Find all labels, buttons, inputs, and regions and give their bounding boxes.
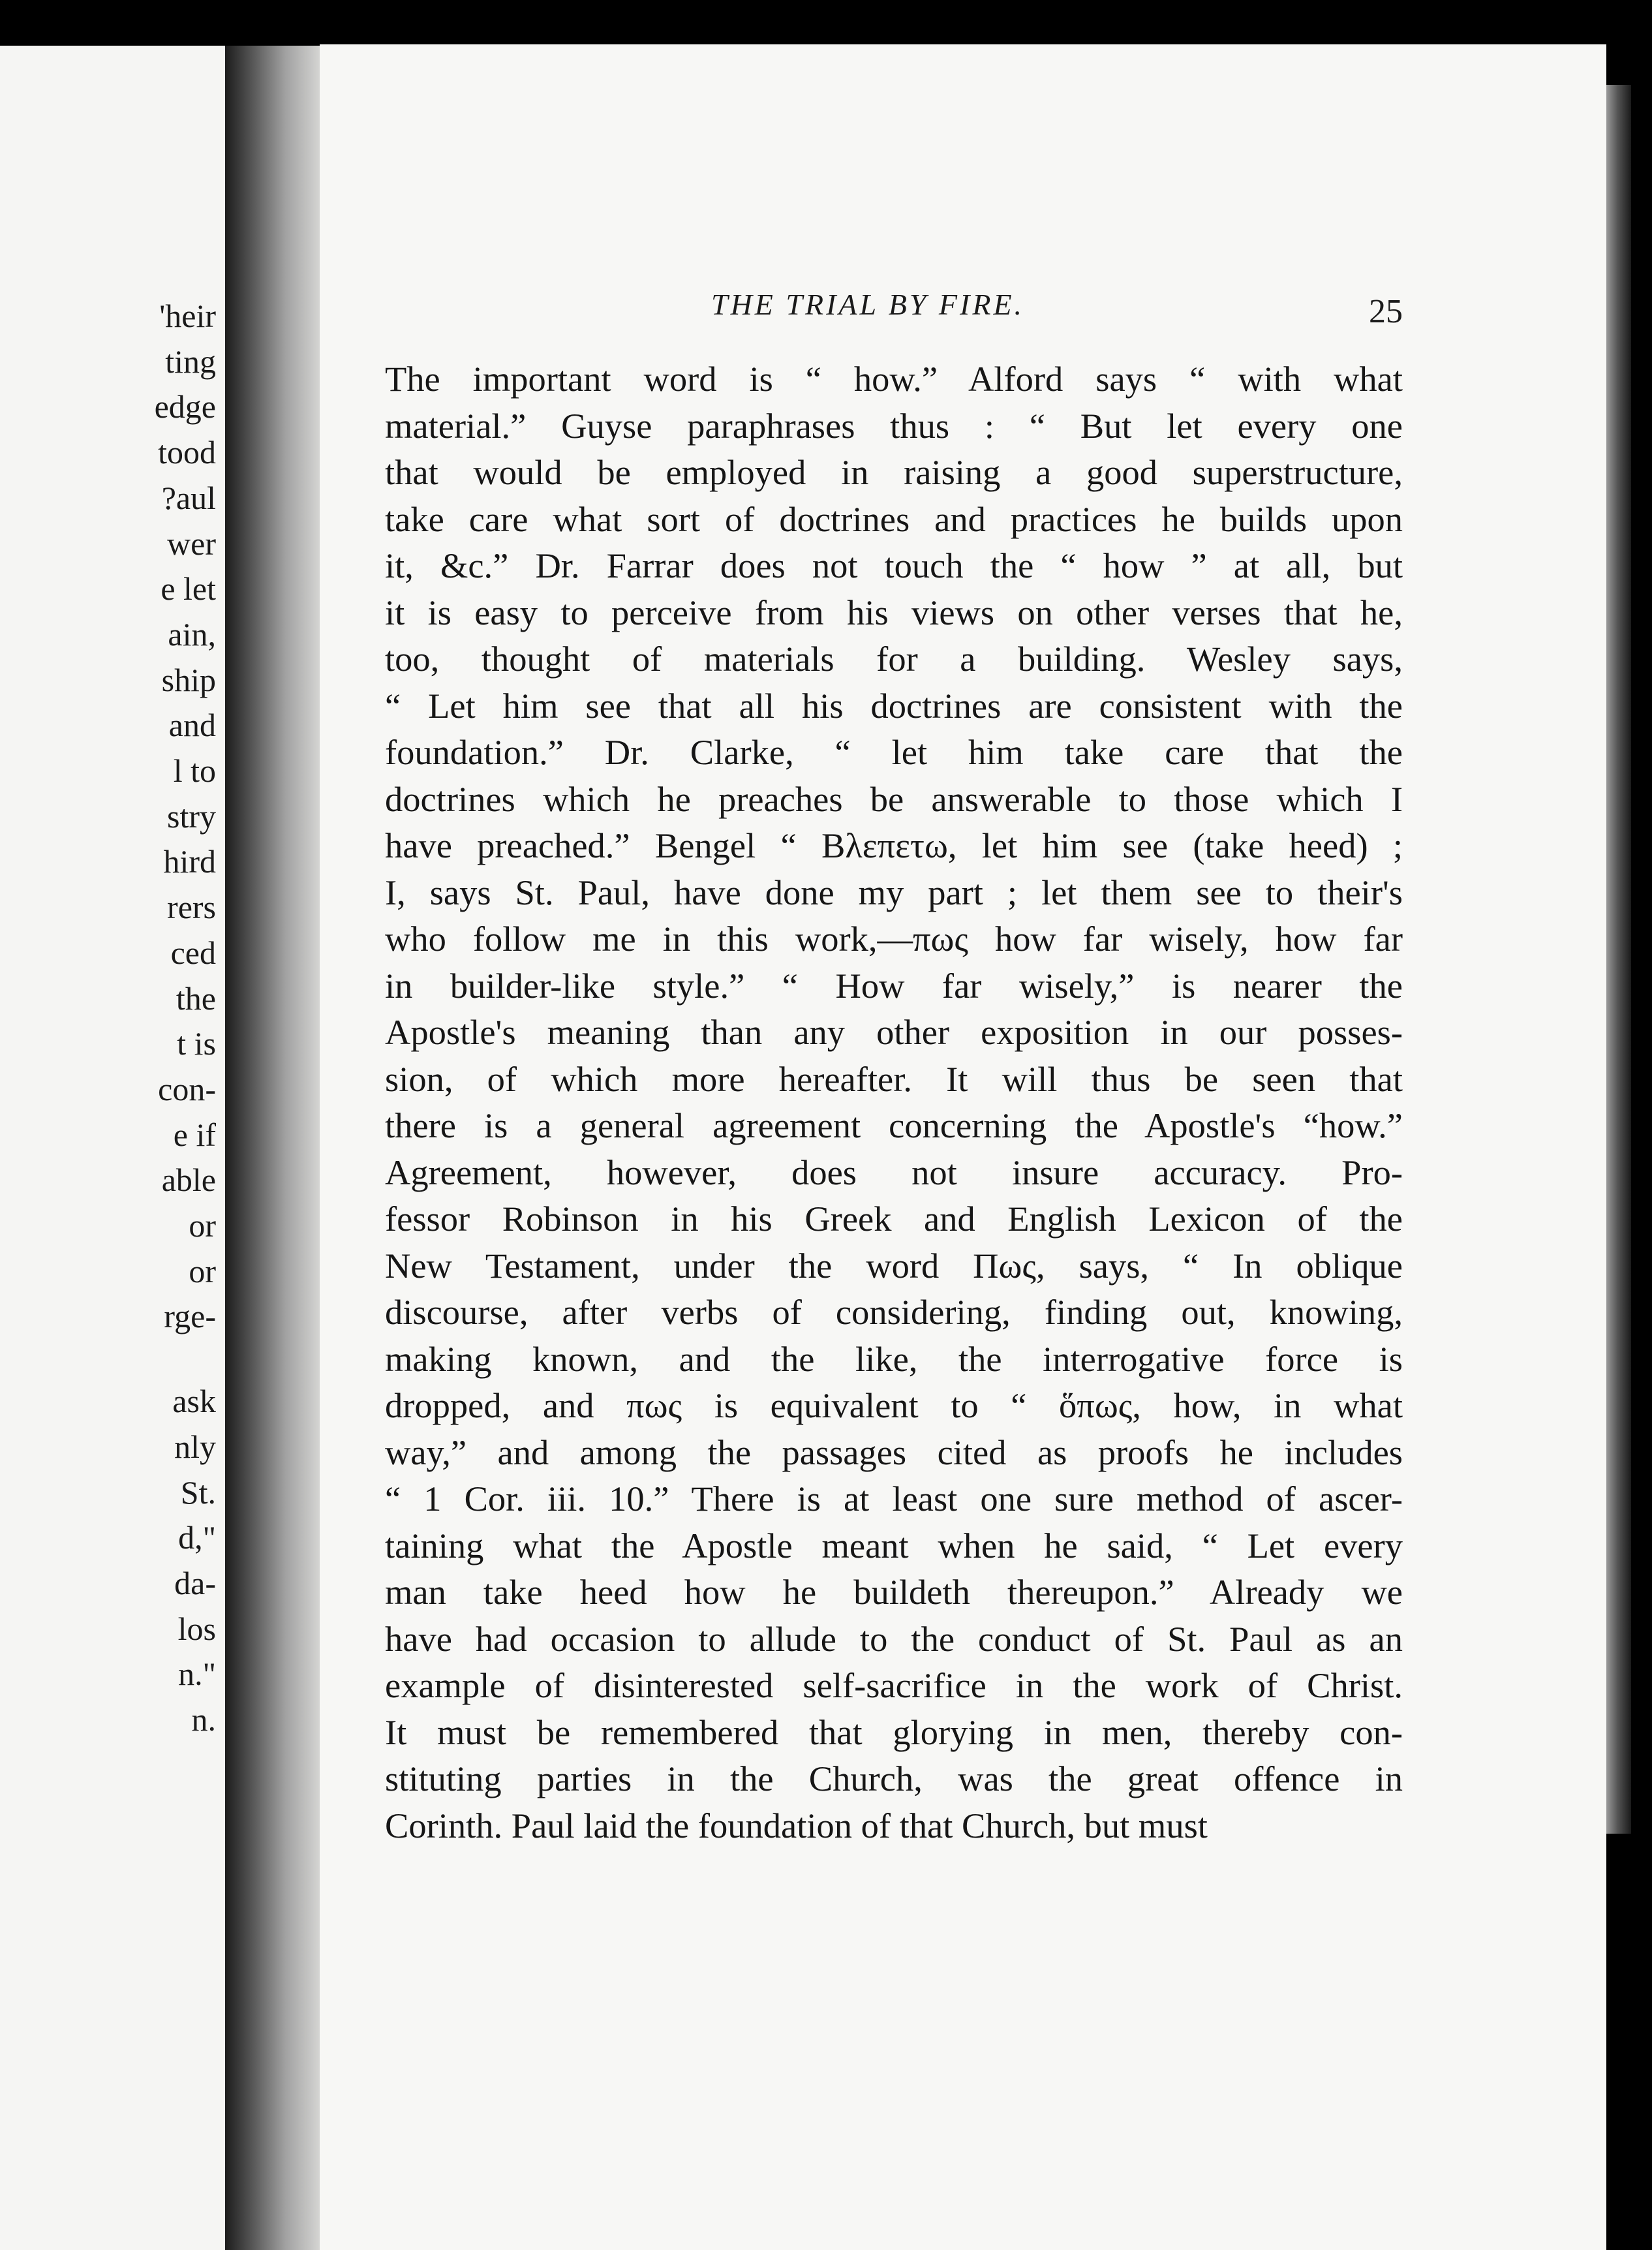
body-line: it, &c.” Dr. Farrar does not touch the “ how ” at all, but <box>385 546 1403 585</box>
body-line: discourse, after verbs of considering, finding out, knowing, <box>385 1292 1403 1332</box>
left-page-line: and <box>168 707 216 744</box>
page-number: 25 <box>1369 293 1403 330</box>
body-line: man take heed how he buildeth thereupon.” Already we <box>385 1572 1403 1612</box>
left-page-line: tood <box>158 434 216 471</box>
body-line: it is easy to perceive from his views on other verses that he, <box>385 592 1403 632</box>
left-page-line: rers <box>167 889 216 926</box>
left-page-line: l to <box>173 752 216 789</box>
body-line: have had occasion to allude to the conduct of St. Paul as an <box>385 1618 1403 1659</box>
body-line: foundation.” Dr. Clarke, “ let him take care that the <box>385 732 1403 772</box>
left-page-line: hird <box>163 843 216 880</box>
left-page-line: St. <box>180 1473 216 1511</box>
body-line: Agreement, however, does not insure accuracy. Pro- <box>385 1152 1403 1192</box>
left-page-line: the <box>176 979 216 1017</box>
body-line: stituting parties in the Church, was the great offence in <box>385 1759 1403 1798</box>
body-line: way,” and among the passages cited as proofs he includes <box>385 1432 1403 1472</box>
left-page-line: n. <box>191 1701 216 1738</box>
left-page-line: edge <box>154 388 216 425</box>
body-line: “ Let him see that all his doctrines are consistent with the <box>385 685 1403 726</box>
left-page-line: ?aul <box>161 479 216 516</box>
left-page-line: los <box>177 1610 216 1647</box>
body-line: that would be employed in raising a good superstructure, <box>385 452 1403 492</box>
page-edge-shadow <box>1606 85 1631 1834</box>
left-page-line: rge- <box>164 1298 216 1335</box>
left-page-line: 'heir <box>159 298 216 334</box>
book-gutter-shadow <box>225 46 323 2250</box>
left-page-line: ced <box>170 934 216 971</box>
body-line: dropped, and πως is equivalent to “ ὅπως, how, in what <box>385 1385 1403 1425</box>
body-line: Apostle's meaning than any other exposition in our posses- <box>385 1012 1403 1052</box>
left-page-line: da- <box>174 1564 216 1601</box>
left-page-line: or <box>189 1207 216 1244</box>
body-line: have preached.” Bengel “ Βλεπετω, let him see (take heed) ; <box>385 825 1403 865</box>
left-page-line: d," <box>178 1519 216 1556</box>
body-line: fessor Robinson in his Greek and English Lexicon of the <box>385 1199 1403 1239</box>
left-page-line: wer <box>167 525 216 562</box>
left-page-line: e if <box>173 1116 216 1153</box>
left-page-line: t is <box>177 1025 216 1062</box>
body-line: It must be remembered that glorying in men, thereby con- <box>385 1712 1403 1752</box>
left-page-line: ain, <box>168 615 216 653</box>
body-line: Corinth. Paul laid the foundation of that Church, but must <box>385 1805 1208 1845</box>
body-line: taining what the Apostle meant when he said, “ Let every <box>385 1525 1403 1565</box>
left-page-line: ting <box>165 343 216 380</box>
body-line: “ 1 Cor. iii. 10.” There is at least one sure method of ascer- <box>385 1479 1403 1518</box>
body-line: making known, and the like, the interrogative force is <box>385 1338 1403 1379</box>
left-page-line: ship <box>161 661 216 698</box>
left-page-line: or <box>189 1252 216 1289</box>
body-line: New Testament, under the word Πως, says, “ In oblique <box>385 1245 1403 1286</box>
running-head: THE TRIAL BY FIRE. <box>711 288 1025 321</box>
left-page-fragment <box>0 46 225 2250</box>
body-line: The important word is “ how.” Alford says “ with what <box>385 359 1403 399</box>
body-line: in builder-like style.” “ How far wisely,” is nearer the <box>385 965 1403 1006</box>
body-text <box>385 356 1403 1849</box>
body-line: I, says St. Paul, have done my part ; let them see to their's <box>385 872 1403 912</box>
left-page-line: stry <box>167 797 216 835</box>
left-page-line: n." <box>178 1656 216 1693</box>
body-line: there is a general agreement concerning the Apostle's “how.” <box>385 1105 1403 1145</box>
body-line: sion, of which more hereafter. It will thus be seen that <box>385 1058 1403 1099</box>
left-page-line: able <box>161 1162 216 1199</box>
body-line: too, thought of materials for a building. Wesley says, <box>385 639 1403 679</box>
body-line: material.” Guyse paraphrases thus : “ But let every one <box>385 405 1403 446</box>
body-line: take care what sort of doctrines and practices he builds upon <box>385 499 1403 539</box>
body-line: who follow me in this work,—πως how far wisely, how far <box>385 919 1403 959</box>
left-page-line: e let <box>161 570 216 608</box>
body-line: example of disinterested self-sacrifice in the work of Christ. <box>385 1665 1403 1705</box>
body-line: doctrines which he preaches be answerable to those which I <box>385 778 1403 819</box>
left-page-line: ask <box>172 1383 216 1420</box>
left-page-line: nly <box>174 1428 216 1465</box>
left-page-line: con- <box>158 1070 216 1107</box>
